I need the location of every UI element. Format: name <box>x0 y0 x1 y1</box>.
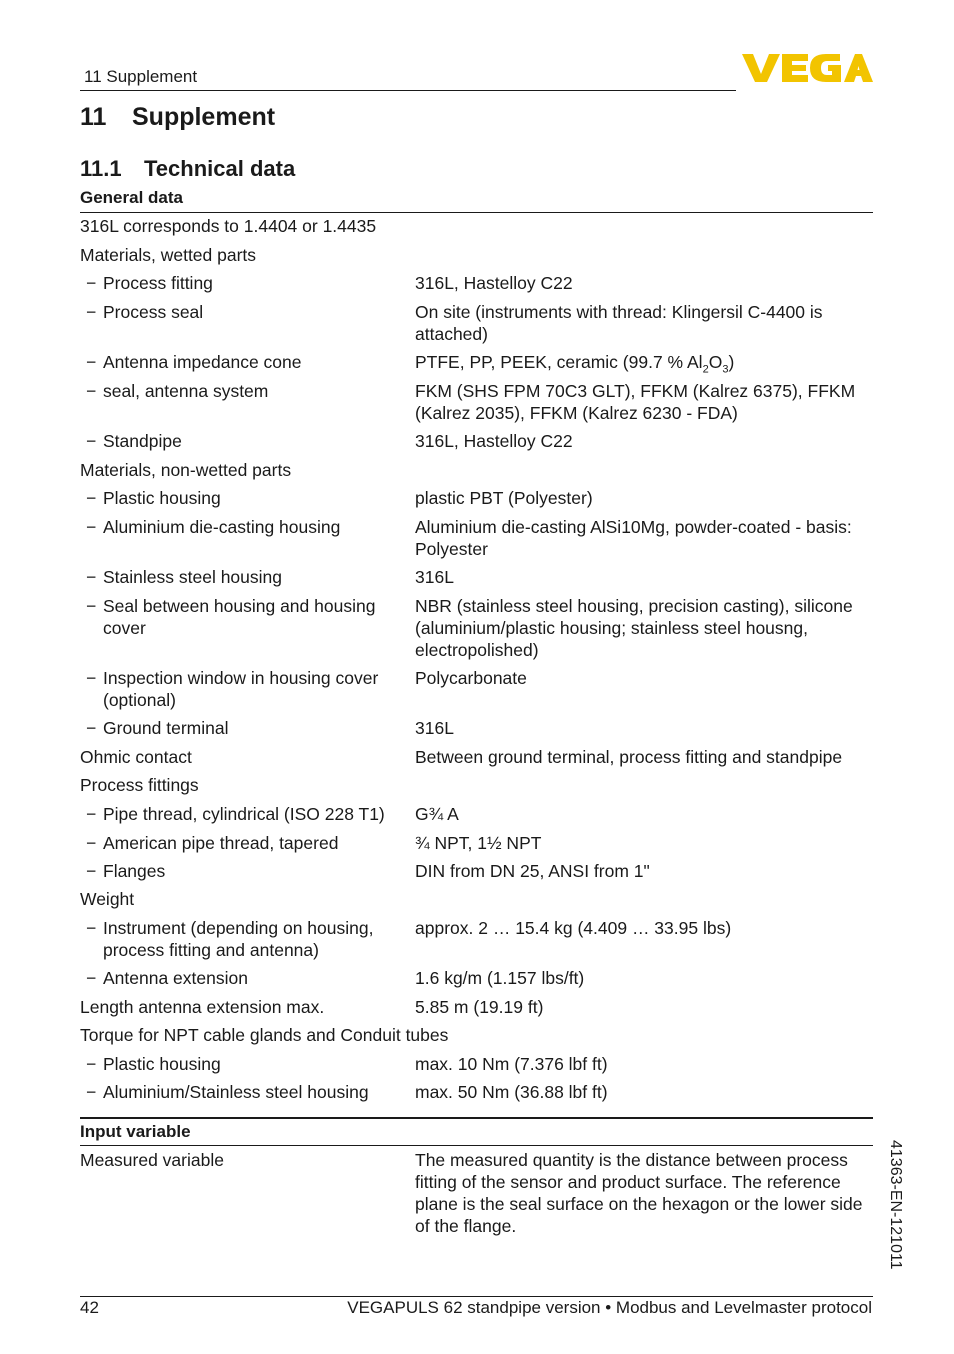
table-row <box>80 1053 873 1075</box>
row-value: Between ground terminal, process fitting and standpipe <box>415 747 843 767</box>
general-data-title: General data <box>80 188 183 207</box>
list-dash: − <box>86 517 97 537</box>
row-label <box>86 667 405 711</box>
row-label <box>86 430 405 452</box>
table-row <box>80 1149 873 1237</box>
row-label-text: Process fitting <box>103 273 213 293</box>
general-data-rule <box>80 212 873 213</box>
row-value: The measured quantity is the distance between process fitting of the sensor and product surface. The reference plane is the seal surface on the hexagon or the lower side of the flange. <box>415 1150 863 1236</box>
list-dash: − <box>86 718 97 738</box>
row-label: Process fittings <box>80 775 199 795</box>
vega-logo <box>740 50 874 91</box>
row-value: 316L <box>415 567 454 587</box>
table-row <box>80 244 873 266</box>
row-label <box>86 516 405 538</box>
row-value: max. 50 Nm (36.88 lbf ft) <box>415 1082 608 1102</box>
list-dash: − <box>86 668 97 688</box>
row-value: 316L, Hastelloy C22 <box>415 273 573 293</box>
row-value: G¾ A <box>415 804 459 824</box>
table-row <box>80 516 873 560</box>
row-value: 5.85 m (19.19 ft) <box>415 997 544 1017</box>
row-label <box>86 487 405 509</box>
row-label-text: Aluminium die-casting housing <box>103 517 341 537</box>
page-number: 42 <box>80 1298 99 1317</box>
footer-title: VEGAPULS 62 standpipe version • Modbus and Levelmaster protocol <box>347 1298 872 1317</box>
row-label-text: Antenna impedance cone <box>103 352 302 372</box>
chapter-number: 11 <box>80 103 107 131</box>
row-value: NBR (stainless steel housing, precision casting), silicone (aluminium/plastic housing; stainless steel housng, electropolished) <box>415 596 853 660</box>
table-row <box>80 566 873 588</box>
table-row <box>80 272 873 294</box>
table-row <box>80 860 873 882</box>
list-dash: − <box>86 918 97 938</box>
row-label <box>86 380 405 402</box>
row-value: DIN from DN 25, ANSI from 1" <box>415 861 650 881</box>
list-dash: − <box>86 381 97 401</box>
input-variable-top-rule <box>80 1117 873 1119</box>
table-row <box>80 459 873 481</box>
table-row <box>80 967 873 989</box>
row-label-text: Inspection window in housing cover (optional) <box>103 668 379 710</box>
row-label <box>86 566 405 588</box>
row-label-text: Stainless steel housing <box>103 567 282 587</box>
row-value: 1.6 kg/m (1.157 lbs/ft) <box>415 968 585 988</box>
row-label-text: Ground terminal <box>103 718 229 738</box>
row-label <box>86 595 405 639</box>
list-dash: − <box>86 567 97 587</box>
row-label-text: American pipe thread, tapered <box>103 833 339 853</box>
chapter-title: Supplement <box>132 103 276 131</box>
table-row <box>80 215 873 237</box>
row-label <box>86 717 405 739</box>
list-dash: − <box>86 273 97 293</box>
table-row <box>80 595 873 661</box>
row-label <box>86 1081 405 1103</box>
row-label <box>86 917 405 961</box>
row-label: Torque for NPT cable glands and Conduit tubes <box>80 1025 449 1045</box>
table-row <box>80 996 873 1018</box>
row-label-text: Aluminium/Stainless steel housing <box>103 1082 369 1102</box>
table-row <box>80 1024 873 1046</box>
section-number: 11.1 <box>80 156 122 181</box>
table-row <box>80 380 873 424</box>
row-label: Weight <box>80 889 135 909</box>
input-variable-rule <box>80 1145 873 1146</box>
table-row <box>80 301 873 345</box>
table-row <box>80 774 873 796</box>
list-dash: − <box>86 302 97 322</box>
row-label-text: seal, antenna system <box>103 381 269 401</box>
row-label <box>86 860 405 882</box>
row-value: 316L <box>415 718 454 738</box>
row-label: 316L corresponds to 1.4404 or 1.4435 <box>80 216 377 236</box>
row-value: 316L, Hastelloy C22 <box>415 431 573 451</box>
table-row <box>80 487 873 509</box>
footer-rule <box>80 1296 873 1297</box>
row-label-text: Process seal <box>103 302 204 322</box>
list-dash: − <box>86 431 97 451</box>
row-value: On site (instruments with thread: Klingersil C-4400 is attached) <box>415 302 823 344</box>
table-row <box>80 1081 873 1103</box>
list-dash: − <box>86 352 97 372</box>
row-label: Materials, non-wetted parts <box>80 460 292 480</box>
chapter-heading <box>80 103 275 132</box>
row-label <box>86 832 405 854</box>
row-value: FKM (SHS FPM 70C3 GLT), FFKM (Kalrez 6375), FFKM (Kalrez 2035), FFKM (Kalrez 6230 - FDA) <box>415 381 856 423</box>
row-label <box>86 803 405 825</box>
table-row <box>80 832 873 854</box>
table-row <box>80 917 873 961</box>
vega-logo-graphic <box>740 50 874 86</box>
list-dash: − <box>86 1082 97 1102</box>
running-header: 11 Supplement <box>84 67 198 86</box>
row-label-text: Instrument (depending on housing, process fitting and antenna) <box>103 918 374 960</box>
row-label-text: Plastic housing <box>103 488 221 508</box>
row-label <box>86 351 405 373</box>
table-row <box>80 717 873 739</box>
row-label <box>86 1053 405 1075</box>
row-label-text: Antenna extension <box>103 968 248 988</box>
table-row <box>80 746 873 768</box>
list-dash: − <box>86 968 97 988</box>
row-label: Length antenna extension max. <box>80 997 325 1017</box>
row-label <box>86 967 405 989</box>
header-rule <box>80 90 736 91</box>
row-label: Measured variable <box>80 1150 224 1170</box>
section-heading <box>80 156 295 182</box>
row-value: ¾ NPT, 1½ NPT <box>415 833 542 853</box>
row-label <box>86 272 405 294</box>
table-row <box>80 803 873 825</box>
list-dash: − <box>86 488 97 508</box>
table-row <box>80 667 873 711</box>
table-row <box>80 888 873 910</box>
list-dash: − <box>86 1054 97 1074</box>
row-label <box>86 301 405 323</box>
row-label-text: Plastic housing <box>103 1054 221 1074</box>
row-value: max. 10 Nm (7.376 lbf ft) <box>415 1054 608 1074</box>
list-dash: − <box>86 804 97 824</box>
input-variable-title: Input variable <box>80 1122 191 1141</box>
row-label: Materials, wetted parts <box>80 245 257 265</box>
document-code-text: 41363-EN-121011 <box>887 1140 904 1270</box>
row-value: plastic PBT (Polyester) <box>415 488 593 508</box>
row-label-text: Seal between housing and housing cover <box>103 596 376 638</box>
row-value: PTFE, PP, PEEK, ceramic (99.7 % $Al_2O_3$) <box>415 352 735 376</box>
section-title: Technical data <box>144 156 296 181</box>
table-row <box>80 430 873 452</box>
row-label-text: Flanges <box>103 861 166 881</box>
row-value: approx. 2 … 15.4 kg (4.409 … 33.95 lbs) <box>415 918 732 938</box>
list-dash: − <box>86 833 97 853</box>
row-label: Ohmic contact <box>80 747 192 767</box>
row-label-text: Standpipe <box>103 431 182 451</box>
row-label-text: Pipe thread, cylindrical (ISO 228 T1) <box>103 804 385 824</box>
document-code <box>878 1140 908 1300</box>
row-value: Polycarbonate <box>415 668 527 688</box>
list-dash: − <box>86 861 97 881</box>
row-value: Aluminium die-casting AlSi10Mg, powder-coated - basis: Polyester <box>415 517 852 559</box>
list-dash: − <box>86 596 97 616</box>
table-row <box>80 351 873 376</box>
